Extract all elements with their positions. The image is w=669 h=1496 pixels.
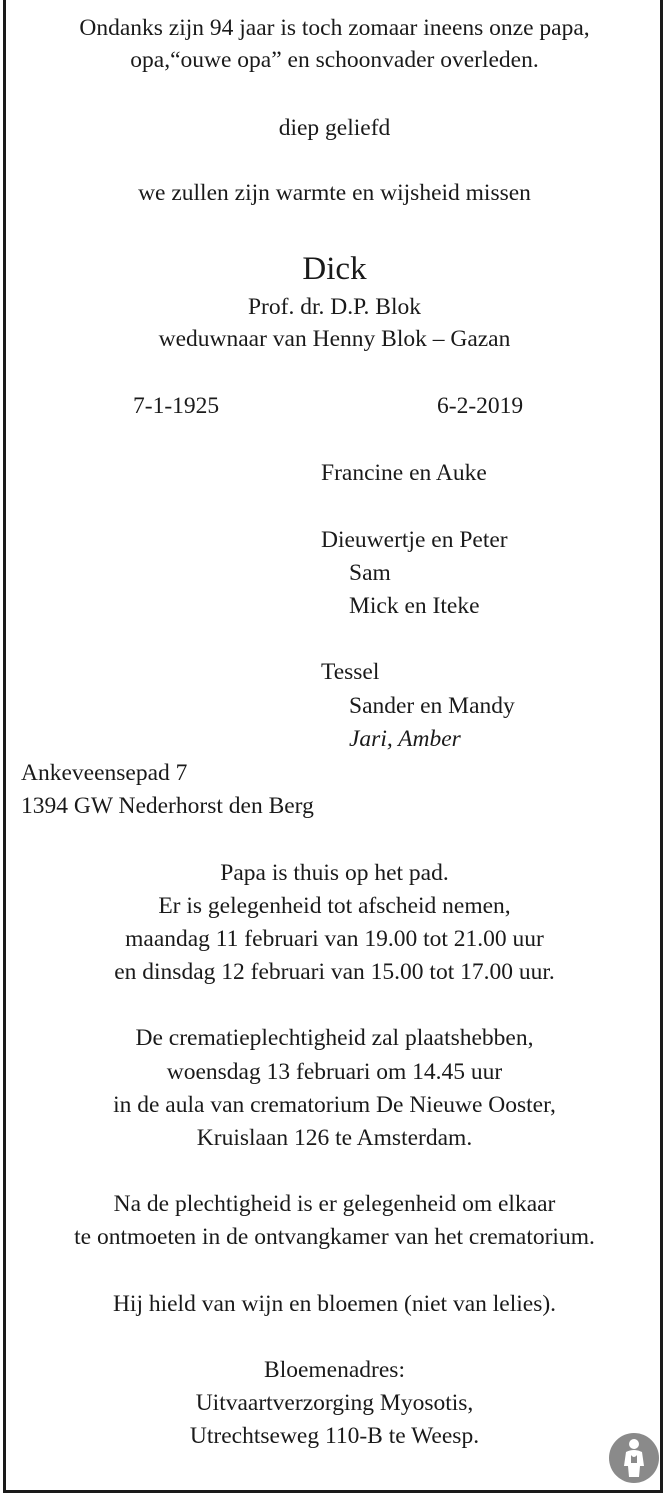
- flower-address-line-1: Uitvaartverzorging Myosotis,: [195, 1390, 474, 1416]
- love-line: diep geliefd: [278, 115, 391, 141]
- family-group-1: Francine en Auke: [321, 460, 487, 486]
- family-group-3-grandchildren: Jari, Amber: [349, 726, 461, 752]
- farewell-line-4: en dinsdag 12 februari van 15.00 tot 17.00 uur.: [114, 959, 555, 985]
- family-group-3-child-1: Sander en Mandy: [349, 693, 515, 719]
- family-group-3: Tessel: [321, 659, 380, 685]
- farewell-line-3: maandag 11 februari van 19.00 tot 21.00 uur: [125, 926, 544, 952]
- gathering-line-1: Na de plechtigheid is er gelegenheid om elkaar: [113, 1191, 556, 1217]
- miss-line: we zullen zijn warmte en wijsheid missen: [138, 180, 531, 206]
- address-street: Ankeveensepad 7: [21, 760, 188, 786]
- deceased-name: Dick: [302, 251, 367, 287]
- family-group-2-child-1: Sam: [349, 560, 391, 586]
- family-group-2-child-2: Mick en Iteke: [349, 593, 480, 619]
- death-date: 6-2-2019: [437, 393, 524, 419]
- birth-date: 7-1-1925: [133, 393, 220, 419]
- family-group-2: Dieuwertje en Peter: [321, 527, 508, 553]
- farewell-line-2: Er is gelegenheid tot afscheid nemen,: [158, 893, 511, 919]
- flower-address-line-2: Utrechtseweg 110-B te Weesp.: [189, 1423, 480, 1449]
- flower-address-label: Bloemenadres:: [264, 1357, 405, 1383]
- gathering-line-2: te ontmoeten in de ontvangkamer van het crematorium.: [74, 1224, 595, 1250]
- ceremony-line-1: De crematieplechtigheid zal plaatshebben,: [135, 1025, 534, 1051]
- widower-line: weduwnaar van Henny Blok – Gazan: [158, 326, 511, 352]
- deceased-title: Prof. dr. D.P. Blok: [247, 294, 421, 320]
- intro-line-1: Ondanks zijn 94 jaar is toch zomaar ineens onze papa,: [79, 15, 590, 41]
- notice-border: [3, 0, 663, 1493]
- intro-line-2: opa,“ouwe opa” en schoonvader overleden.: [130, 47, 539, 73]
- ceremony-line-4: Kruislaan 126 te Amsterdam.: [196, 1125, 473, 1151]
- ceremony-line-2: woensdag 13 februari om 14.45 uur: [166, 1059, 503, 1085]
- ceremony-line-3: in de aula van crematorium De Nieuwe Ooster,: [113, 1092, 556, 1118]
- farewell-line-1: Papa is thuis op het pad.: [220, 860, 449, 886]
- memorial-figure-icon: [609, 1433, 659, 1483]
- address-city: 1394 GW Nederhorst den Berg: [21, 793, 314, 819]
- flowers-note: Hij hield van wijn en bloemen (niet van lelies).: [112, 1291, 557, 1317]
